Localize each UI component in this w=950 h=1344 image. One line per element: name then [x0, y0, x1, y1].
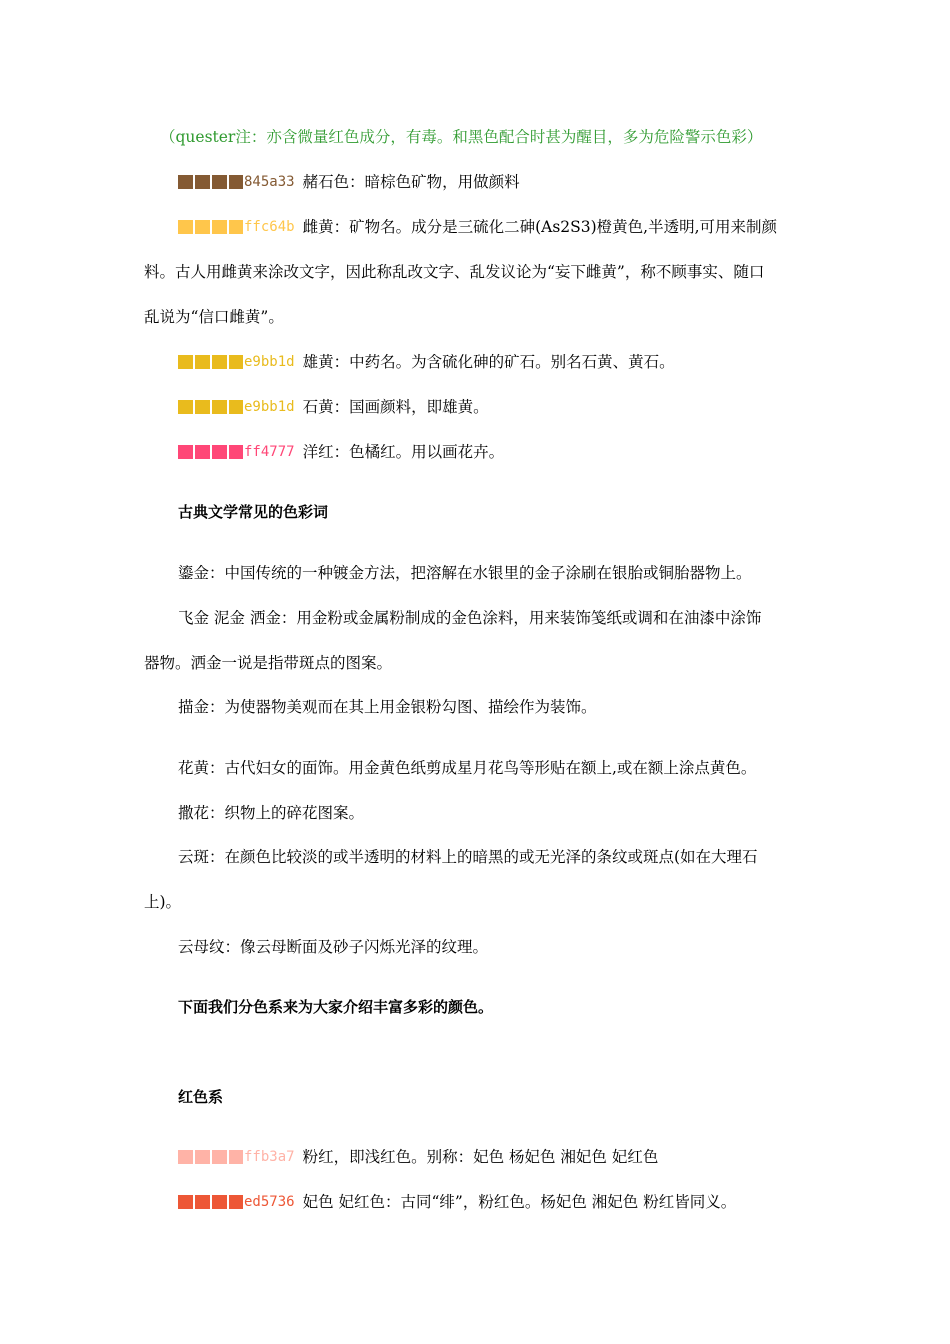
color-swatch: [178, 175, 243, 189]
paragraph-line: 云斑：在颜色比较淡的或半透明的材料上的暗黑的或无光泽的条纹或斑点(如在大理石: [178, 848, 758, 866]
color-entry-stone-yellow: [178, 397, 489, 417]
color-swatch: [178, 445, 243, 459]
color-description-continued: 料。古人用雌黄来涂改文字，因此称乱改文字、乱发议论为“妄下雌黄”，称不顾事实、随口: [144, 263, 765, 281]
hex-code: e9bb1d: [244, 354, 295, 370]
hex-code: ffc64b: [244, 219, 295, 235]
color-entry-ochre: [178, 172, 520, 192]
hex-code: ed5736: [244, 1194, 295, 1210]
paragraph-line: 上)。: [144, 893, 182, 911]
paragraph-line: 飞金 泥金 洒金：用金粉或金属粉制成的金色涂料，用来装饰笺纸或调和在油漆中涂饰: [178, 609, 762, 627]
color-swatch: [178, 220, 243, 234]
hex-code: ffb3a7: [244, 1149, 295, 1165]
color-swatch: [178, 1150, 243, 1164]
color-entry-pink: [178, 1147, 658, 1167]
intro-heading: 下面我们分色系来为大家介绍丰富多彩的颜色。: [178, 998, 494, 1016]
paragraph-line: 云母纹：像云母断面及砂子闪烁光泽的纹理。: [178, 938, 489, 956]
color-entry-fei: [178, 1192, 736, 1212]
color-description: 赭石色：暗棕色矿物，用做颜料: [302, 173, 520, 191]
color-description: 雌黄：矿物名。成分是三硫化二砷(As2S3)橙黄色,半透明,可用来制颜: [302, 218, 778, 236]
hex-code: ff4777: [244, 444, 295, 460]
color-description-continued: 乱说为“信口雌黄”。: [144, 308, 284, 326]
paragraph-line: 鎏金：中国传统的一种镀金方法，把溶解在水银里的金子涂刷在银胎或铜胎器物上。: [178, 564, 752, 582]
section-heading-red: 红色系: [178, 1088, 224, 1106]
hex-code: 845a33: [244, 174, 295, 190]
section-heading: 古典文学常见的色彩词: [178, 503, 329, 521]
color-description: 妃色 妃红色：古同“绯”，粉红色。杨妃色 湘妃色 粉红皆同义。: [302, 1193, 737, 1211]
color-description: 雄黄：中药名。为含硫化砷的矿石。别名石黄、黄石。: [302, 353, 675, 371]
color-entry-carmine: [178, 442, 504, 462]
color-entry-orpiment: [178, 217, 777, 237]
color-description: 洋红：色橘红。用以画花卉。: [302, 443, 505, 461]
quester-note: （quester注：亦含微量红色成分，有毒。和黑色配合时甚为醒目，多为危险警示色彩）: [160, 128, 763, 146]
color-entry-realgar: [178, 352, 675, 372]
paragraph-line: 描金：为使器物美观而在其上用金银粉勾图、描绘作为装饰。: [178, 698, 597, 716]
color-swatch: [178, 400, 243, 414]
color-description: 粉红，即浅红色。别称：妃色 杨妃色 湘妃色 妃红色: [302, 1148, 659, 1166]
paragraph-line: 花黄：古代妇女的面饰。用金黄色纸剪成星月花鸟等形贴在额上,或在额上涂点黄色。: [178, 759, 757, 777]
paragraph-line: 撒花：织物上的碎花图案。: [178, 804, 365, 822]
color-swatch: [178, 355, 243, 369]
hex-code: e9bb1d: [244, 399, 295, 415]
paragraph-line: 器物。洒金一说是指带斑点的图案。: [144, 654, 393, 672]
color-description: 石黄：国画颜料，即雄黄。: [302, 398, 489, 416]
color-swatch: [178, 1195, 243, 1209]
